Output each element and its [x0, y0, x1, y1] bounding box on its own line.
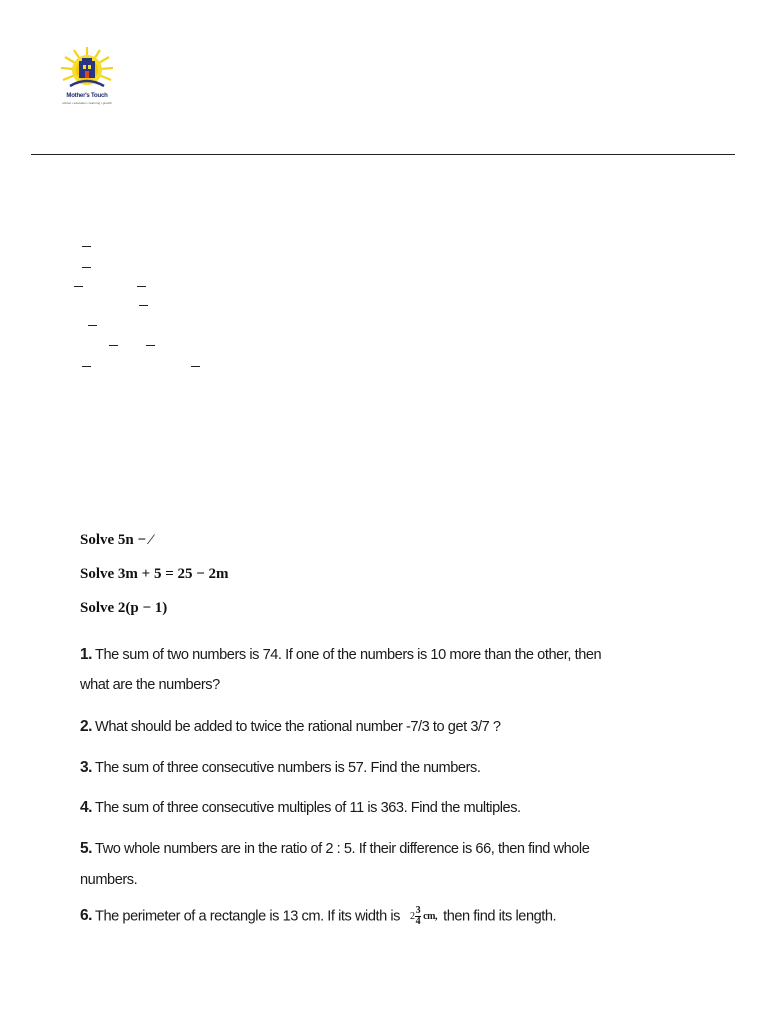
question-number: 4. [80, 799, 93, 816]
dash-mark [88, 325, 97, 326]
question-5-continuation: numbers. [80, 872, 138, 888]
question-1-continuation: what are the numbers? [80, 677, 220, 693]
fraction-unit: cm, [423, 911, 438, 922]
question-number: 1. [80, 646, 93, 663]
dash-mark [82, 246, 91, 247]
fraction-denominator: 4 [415, 916, 421, 927]
question-number: 6. [80, 907, 93, 925]
question-4 [80, 799, 680, 817]
solve-line-2: Solve 3m + 5 = 25 − 2m [80, 566, 229, 582]
dash-mark [82, 267, 91, 268]
question-text: The sum of two numbers is 74. If one of the numbers is 10 more than the other, then [95, 647, 602, 663]
question-number: 3. [80, 759, 93, 776]
question-text-after: then find its length. [443, 908, 557, 925]
question-2 [80, 718, 680, 736]
dash-mark [109, 345, 118, 346]
fraction-whole: 2 [410, 911, 415, 922]
question-text: The sum of three consecutive numbers is 57. Find the numbers. [95, 760, 481, 776]
question-5 [80, 840, 680, 858]
question-text: The perimeter of a rectangle is 13 cm. If its width is [95, 908, 401, 925]
dash-mark [146, 345, 155, 346]
question-text: The sum of three consecutive multiples of 11 is 363. Find the multiples. [95, 800, 521, 816]
dash-mark [191, 366, 200, 367]
question-number: 2. [80, 718, 93, 735]
question-number: 5. [80, 840, 93, 857]
fraction [415, 906, 422, 927]
brand-tagline: school • education • learning • growth [62, 101, 112, 105]
fraction-numerator: 3 [415, 905, 421, 916]
solve-line-3: Solve 2(p − 1) [80, 600, 168, 616]
solve-line-1: Solve 5n − ⁄ [80, 532, 153, 548]
question-6 [80, 906, 680, 927]
dash-mark [82, 366, 91, 367]
dash-mark [74, 286, 83, 287]
question-text: Two whole numbers are in the ratio of 2 : 5. If their difference is 66, then find whole [95, 841, 590, 857]
question-3 [80, 759, 680, 777]
question-1 [80, 646, 680, 664]
mixed-fraction [410, 906, 437, 927]
brand-name: Mother's Touch [66, 93, 108, 99]
dash-mark [137, 286, 146, 287]
dash-mark [139, 305, 148, 306]
question-text: What should be added to twice the rational number -7/3 to get 3/7 ? [95, 719, 501, 735]
header-divider [31, 154, 735, 155]
